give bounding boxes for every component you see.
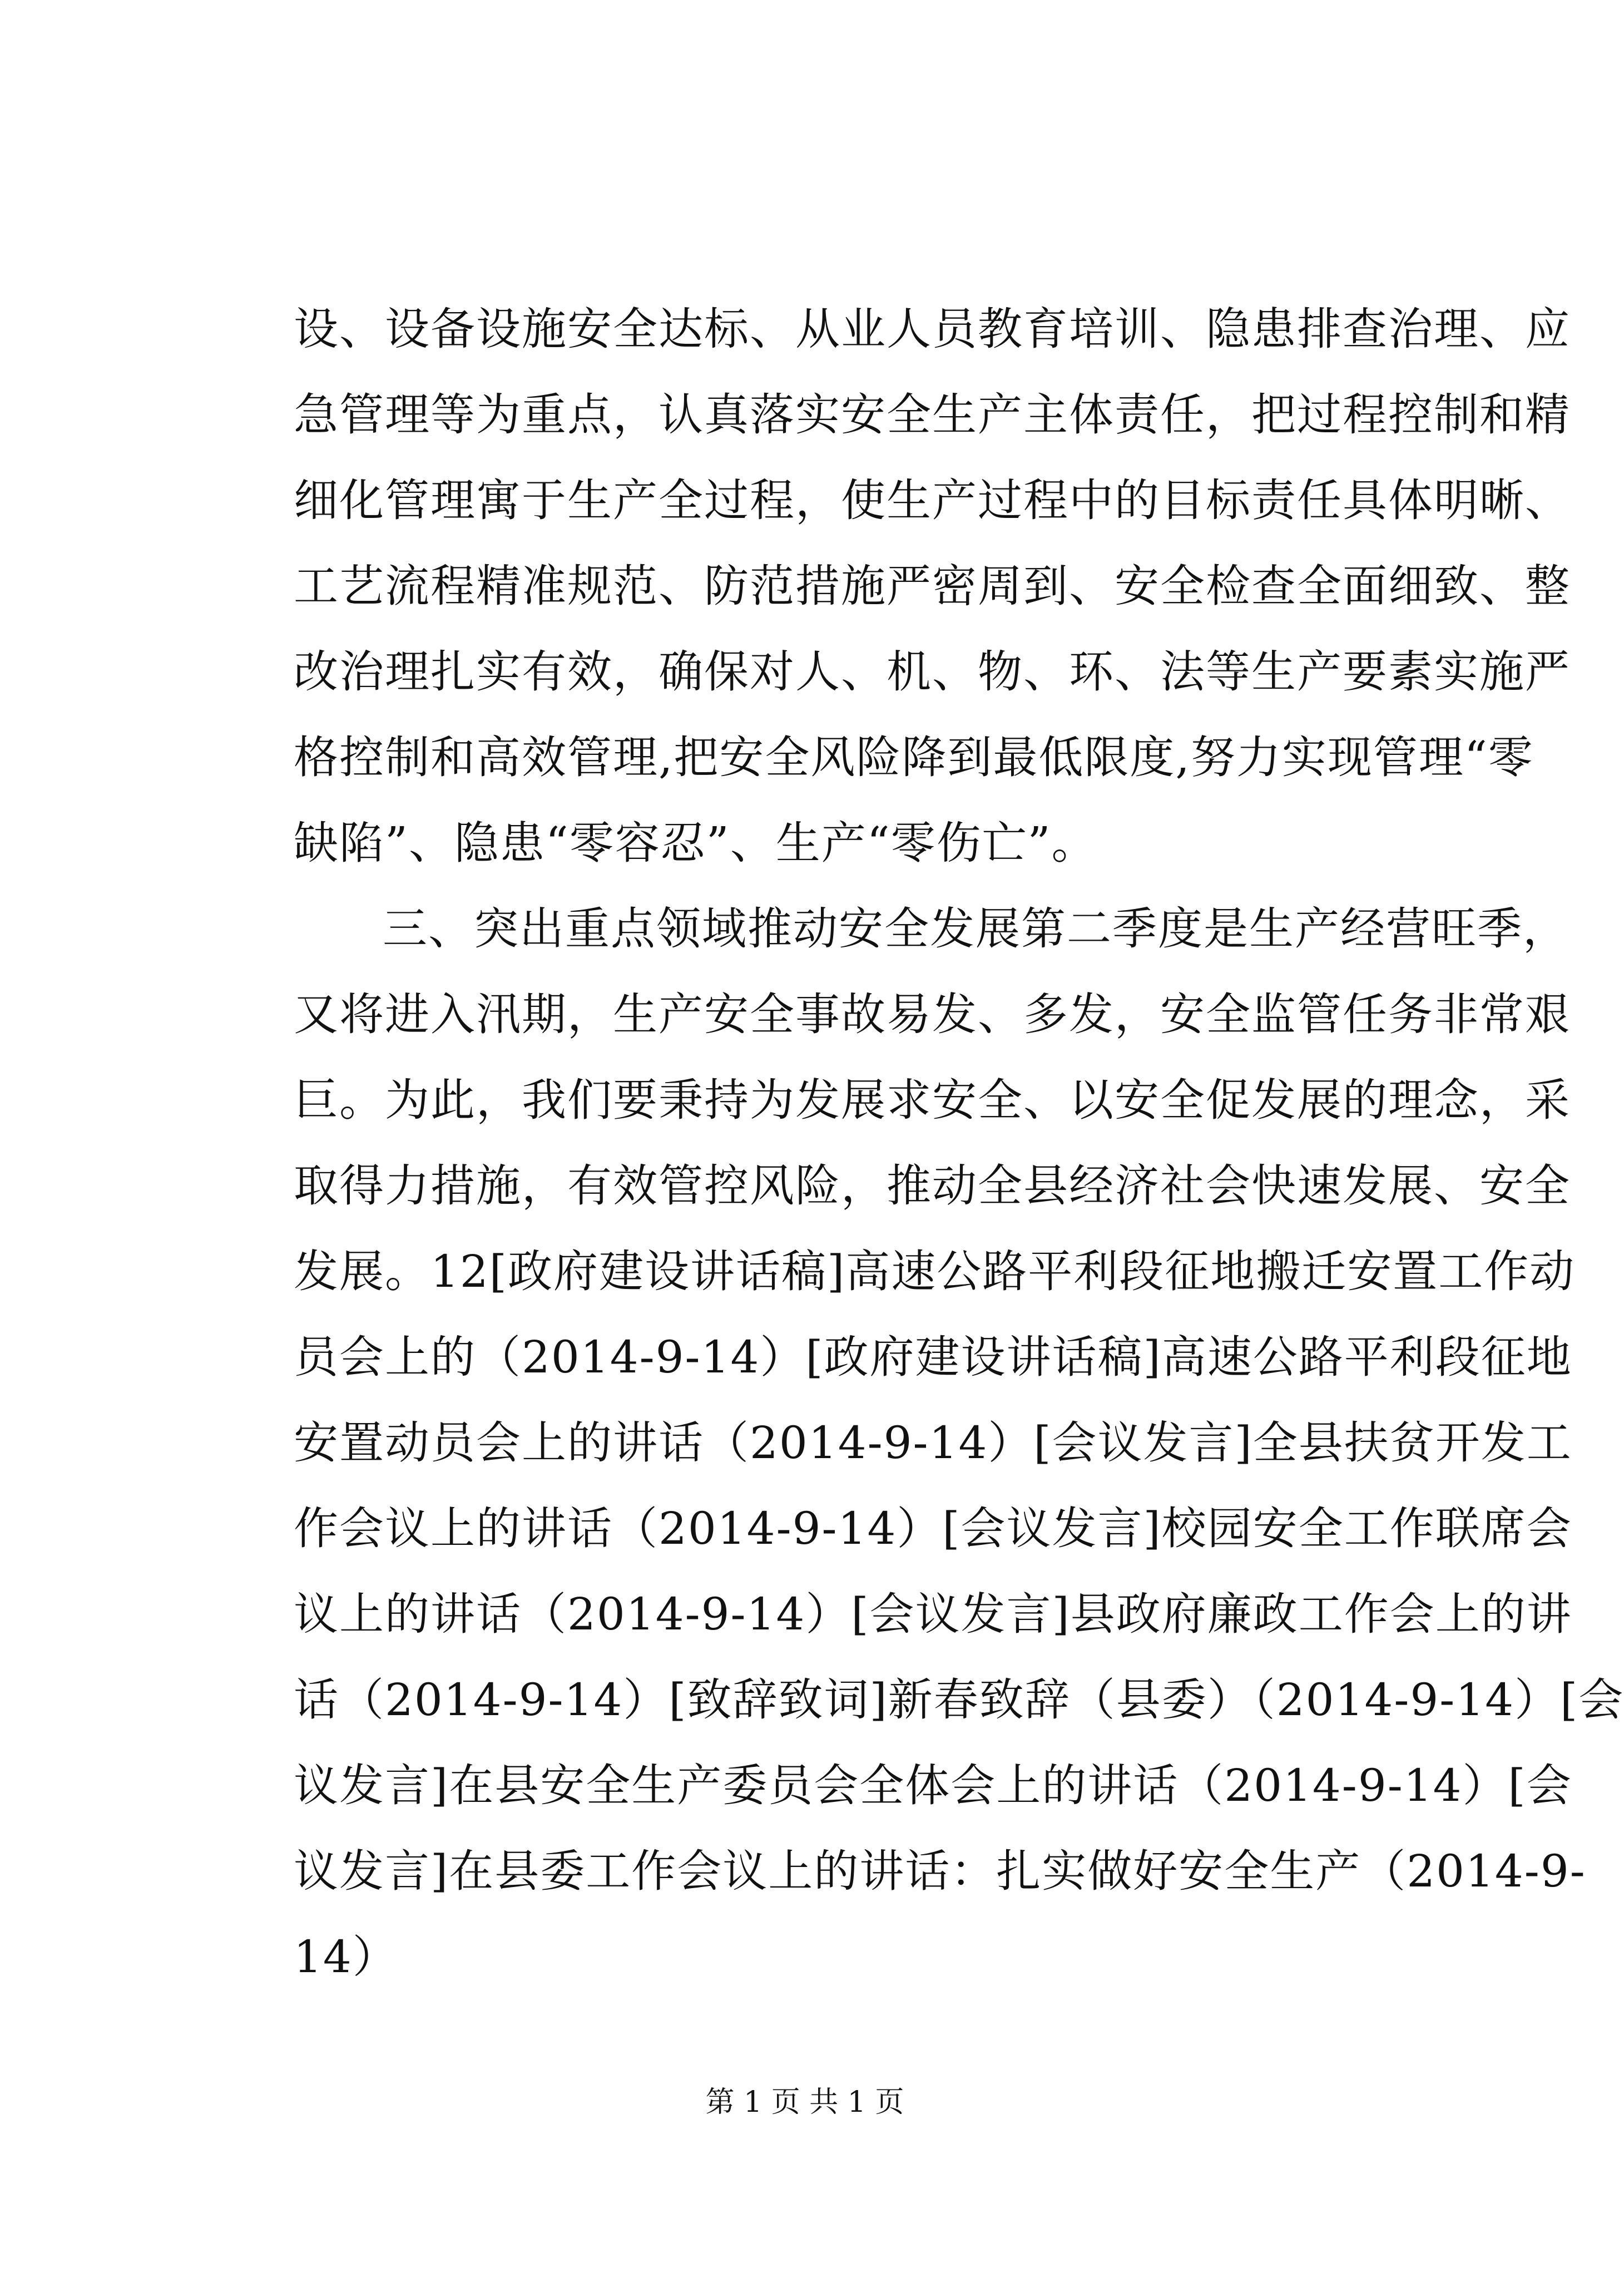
text-line: 14） xyxy=(294,1931,398,1983)
text-line: 员会上的（2014-9-14）[政府建设讲话稿]高速公路平利段征地 xyxy=(294,1331,1572,1383)
paragraph-start-line: 三、突出重点领域推动安全发展第二季度是生产经营旺季， xyxy=(383,903,1568,955)
document-body xyxy=(294,287,1624,2000)
text-line: 巨。为此，我们要秉持为发展求安全、以安全促发展的理念，采 xyxy=(294,1074,1571,1126)
text-line: 安置动员会上的讲话（2014-9-14）[会议发言]全县扶贫开发工 xyxy=(294,1417,1572,1469)
text-line: 格控制和高效管理,把安全风险降到最低限度,努力实现管理“零 xyxy=(294,732,1534,783)
text-line: 议发言]在县安全生产委员会全体会上的讲话（2014-9-14）[会 xyxy=(294,1760,1572,1811)
text-line: 又将进入汛期，生产安全事故易发、多发，安全监管任务非常艰 xyxy=(294,989,1571,1040)
page-footer xyxy=(0,2083,1610,2122)
text-line: 发展。12[政府建设讲话稿]高速公路平利段征地搬迁安置工作动 xyxy=(294,1246,1576,1297)
text-line: 设、设备设施安全达标、从业人员教育培训、隐患排查治理、应 xyxy=(294,303,1571,355)
text-line: 急管理等为重点，认真落实安全生产主体责任，把过程控制和精 xyxy=(294,389,1571,441)
page-number-label: 第 1 页 共 1 页 xyxy=(705,2086,904,2119)
text-line: 缺陷”、隐患“零容忍”、生产“零伤亡”。 xyxy=(294,817,1097,869)
text-line: 工艺流程精准规范、防范措施严密周到、安全检查全面细致、整 xyxy=(294,560,1571,612)
text-line: 话（2014-9-14）[致辞致词]新春致辞（县委）（2014-9-14）[会 xyxy=(294,1674,1624,1726)
text-line: 议发言]在县委工作会议上的讲话：扎实做好安全生产（2014-9- xyxy=(294,1845,1586,1897)
text-line: 议上的讲话（2014-9-14）[会议发言]县政府廉政工作会上的讲 xyxy=(294,1588,1572,1640)
text-line: 改治理扎实有效，确保对人、机、物、环、法等生产要素实施严 xyxy=(294,646,1571,698)
text-line: 作会议上的讲话（2014-9-14）[会议发言]校园安全工作联席会 xyxy=(294,1503,1572,1554)
text-line: 细化管理寓于生产全过程，使生产过程中的目标责任具体明晰、 xyxy=(294,475,1571,526)
text-line: 取得力措施，有效管控风险，推动全县经济社会快速发展、安全 xyxy=(294,1160,1571,1212)
